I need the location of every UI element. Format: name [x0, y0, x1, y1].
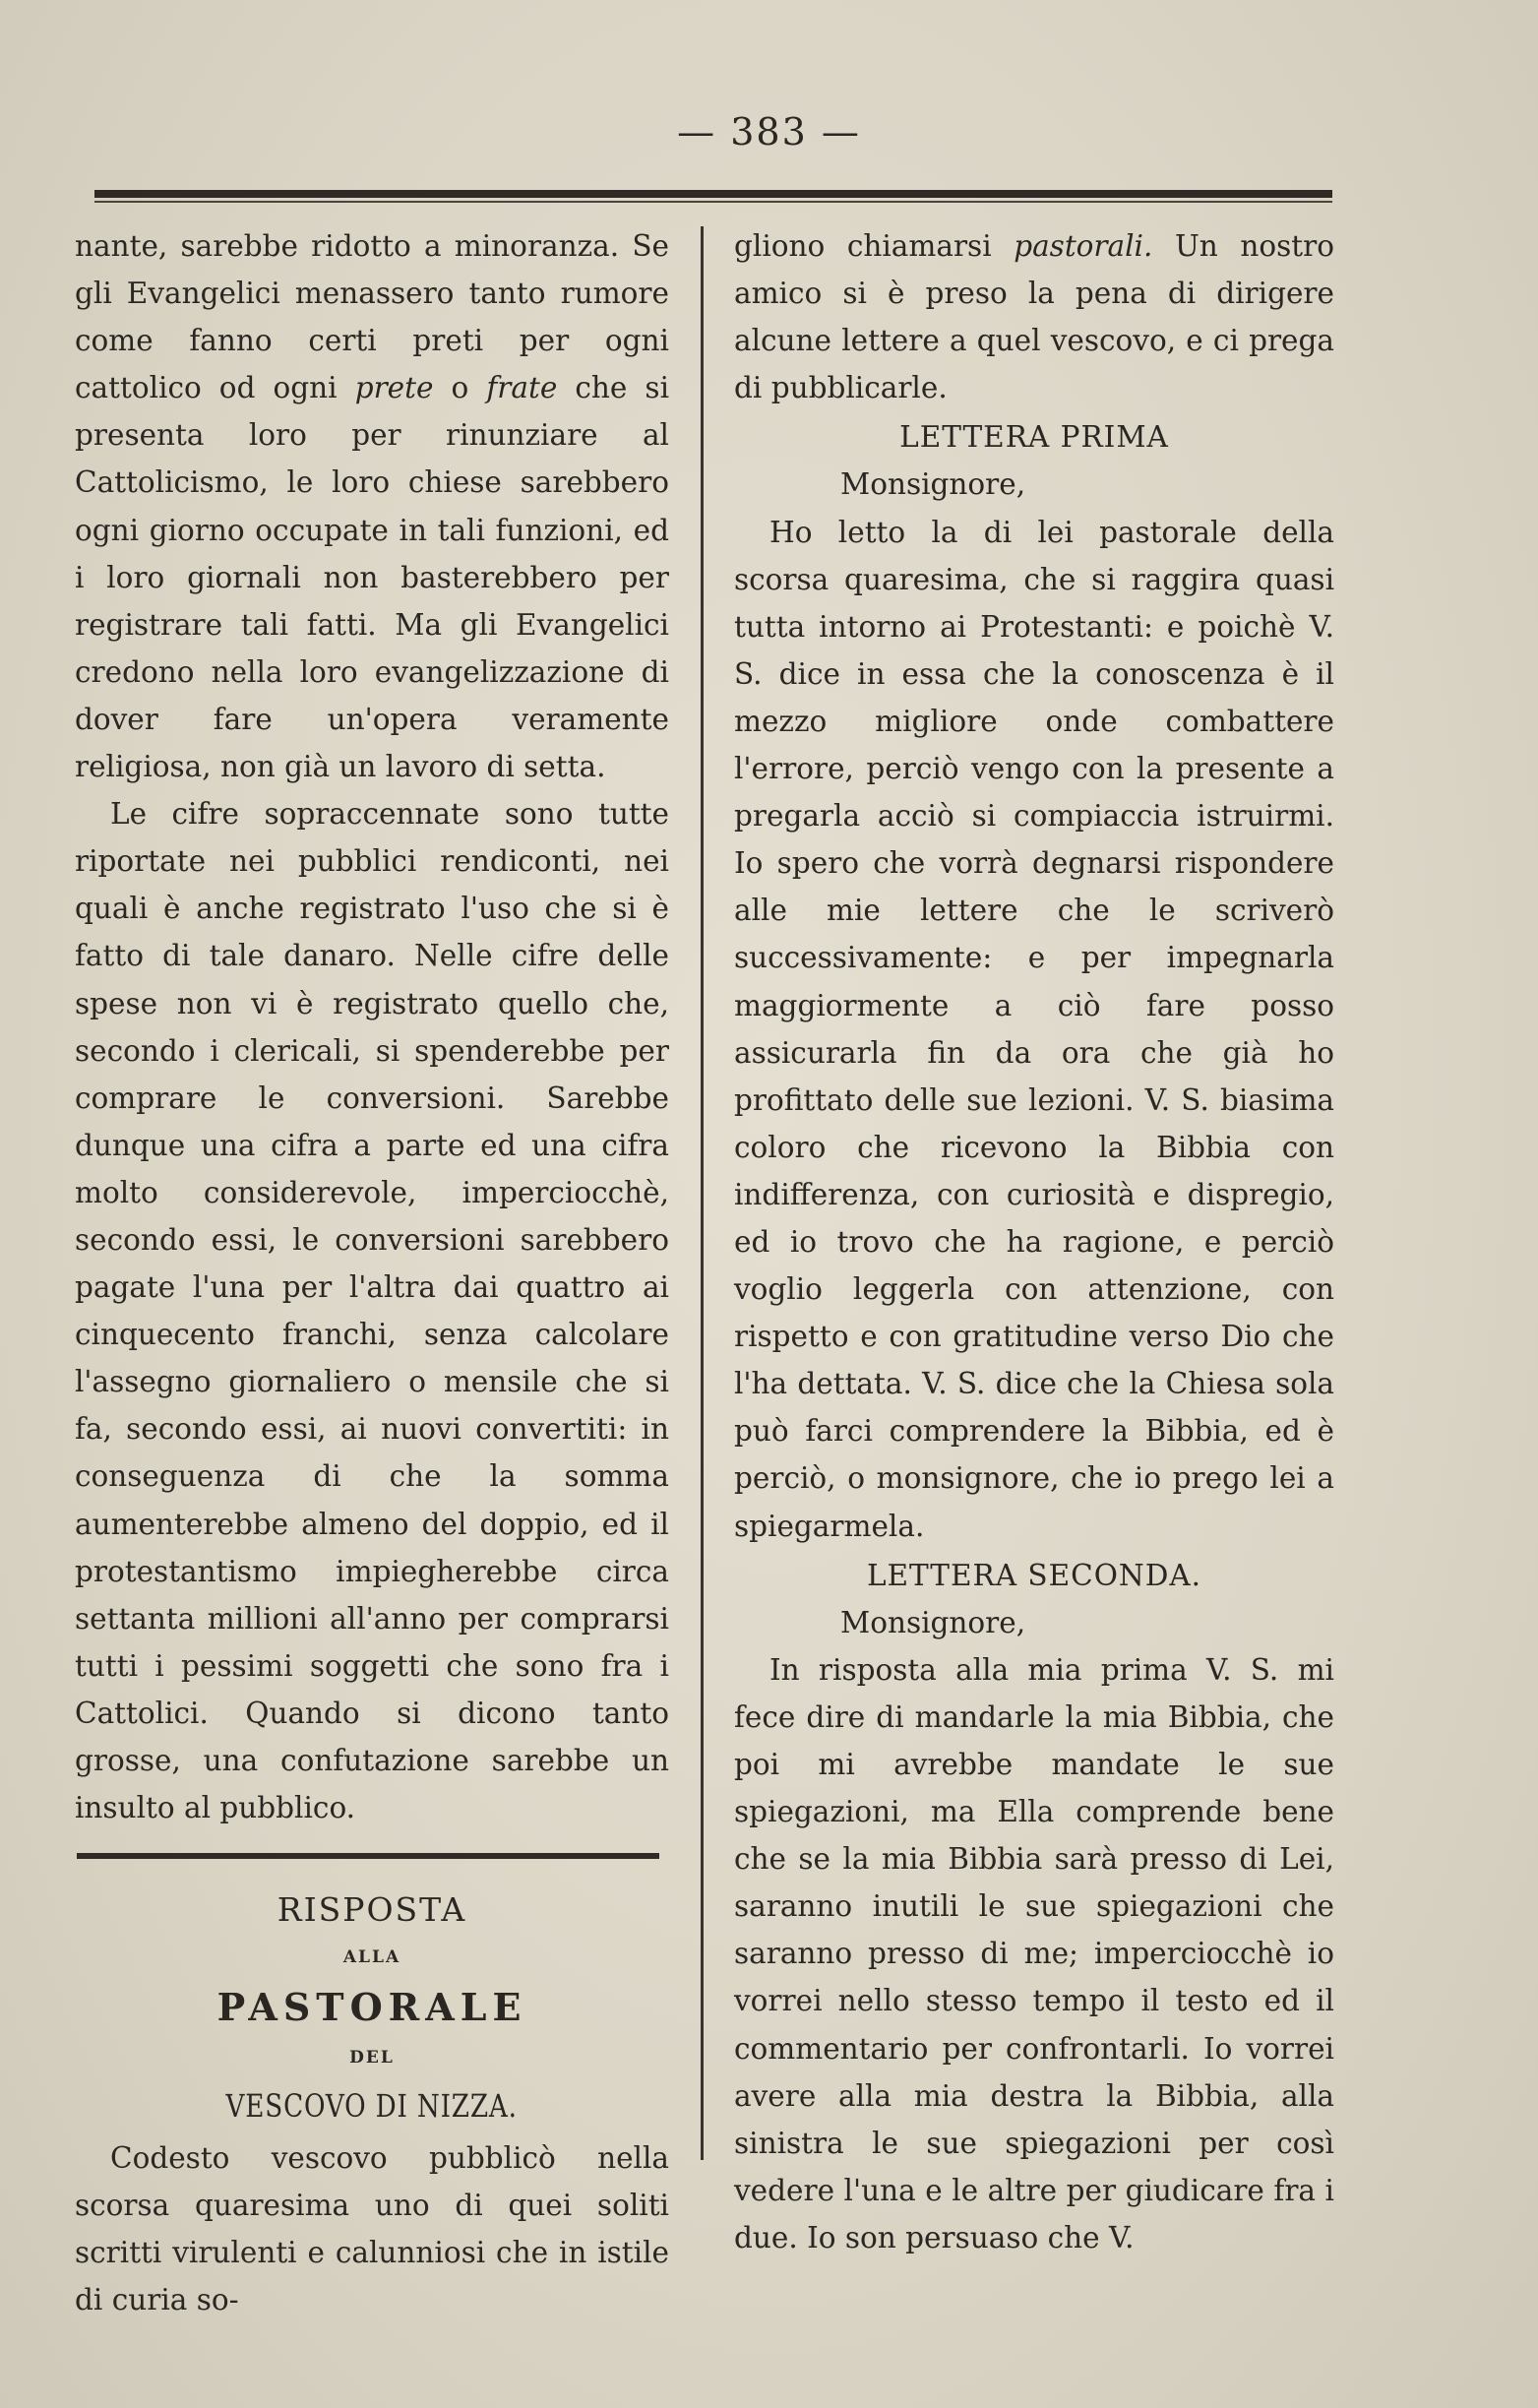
text-run: nante, sarebbe ridotto a minoranza. Se gli Evangelici menassero tanto rumore come fanno certi preti per ogni cattolico od ogni [75, 229, 669, 405]
paragraph: In risposta alla mia prima V. S. mi fece dire di mandarle la mia Bibbia, che poi mi avrebbe mandate le sue spiegazioni, ma Ella comprende bene che se la mia Bibbia sarà presso di Lei, saranno inutili le sue spiegazioni che saranno presso di me; imperciocchè io vorrei nello stesso tempo il testo ed il commentario per confrontarli. Io vorrei avere alla mia destra la Bibbia, alla sinistra le sue spiegazioni per così vedere l'una e le altre per giudicare fra i due. Io son persuaso che V. [734, 1652, 1334, 2254]
right-column [734, 222, 1334, 2261]
column-divider [701, 226, 704, 2160]
paragraph [734, 222, 1334, 411]
left-column [75, 222, 669, 2324]
italic-word: frate [486, 371, 558, 405]
title-line: DEL [349, 2048, 395, 2068]
text-run: o [433, 371, 487, 405]
salutation: Monsignore, [840, 1605, 1026, 1639]
paragraph: Codesto vescovo pubblicò nella scorsa quaresima uno di quei soliti scritti virulenti e calunniosi che in istile di curia so- [75, 2141, 669, 2317]
letter-heading: LETTERA PRIMA [899, 420, 1169, 455]
text-run: Un nostro amico si è preso la pena di dirigere alcune lettere a quel vescovo, e ci prega di pubblicarle. [734, 229, 1334, 405]
paragraph [75, 222, 669, 790]
italic-word: prete [354, 371, 434, 405]
text-run: gliono chiamarsi [734, 229, 1015, 263]
title-line: RISPOSTA [277, 1890, 467, 1930]
article-title [75, 1883, 669, 2134]
page-number: — 383 — [677, 110, 861, 154]
header-rule [94, 190, 1332, 198]
letter-heading: LETTERA SECONDA. [866, 1558, 1202, 1592]
text-run: che si presenta loro per rinunziare al Cattolicismo, le loro chiese sarebbero ogni giorno occupate in tali funzioni, ed i loro giornali non basterebbero per registrare tali fatti. Ma gli Evangelici credono nella loro evangelizzazione di dover fare un'opera veramente religiosa, non già un lavoro di setta. [75, 371, 670, 784]
paragraph: Le cifre sopraccennate sono tutte riportate nei pubblici rendiconti, nei quali è anche registrato l'uso che si è fatto di tale danaro. Nelle cifre delle spese non vi è registrato quello che, secondo i clericali, si spenderebbe per comprare le conversioni. Sarebbe dunque una cifra a parte ed una cifra molto considerevole, imperciocchè, secondo essi, le conversioni sarebbero pagate l'una per l'altra dai quattro ai cinquecento franchi, senza calcolare l'assegno giornaliero o mensile che si fa, secondo essi, ai nuovi convertiti: in conseguenza di che la somma aumenterebbe almeno del doppio, ed il protestantismo impiegherebbe circa settanta millioni all'anno per comprarsi tutti i pessimi soggetti che sono fra i Cattolici. Quando si dicono tanto grosse, una confutazione sarebbe un insulto al pubblico. [75, 797, 669, 1825]
title-line: VESCOVO DI NIZZA. [225, 2087, 519, 2126]
paragraph: Ho letto la di lei pastorale della scorsa quaresima, che si raggira quasi tutta intorno ai Protestanti: e poichè V. S. dice in essa che la conoscenza è il mezzo migliore onde combattere l'errore, perciò vengo con la presente a pregarla acciò si compiaccia istruirmi. Io spero che vorrà degnarsi rispondere alle mie lettere che le scriverò successivamente: e per impegnarla maggiormente a ciò fare posso assicurarla fin da ora che già ho profittato delle sue lezioni. V. S. biasima coloro che ricevono la Bibbia con indifferenza, con curiosità e dispregio, ed io trovo che ha ragione, e perciò voglio leggerla con attenzione, con rispetto e con gratitudine verso Dio che l'ha dettata. V. S. dice che la Chiesa sola può farci comprendere la Bibbia, ed è perciò, o monsignore, che io prego lei a spiegarmela. [734, 515, 1334, 1543]
section-rule [77, 1853, 659, 1859]
title-line: ALLA [342, 1947, 401, 1968]
title-line: PASTORALE [216, 1985, 527, 2030]
salutation: Monsignore, [840, 467, 1026, 502]
italic-word: pastorali. [1014, 229, 1153, 263]
